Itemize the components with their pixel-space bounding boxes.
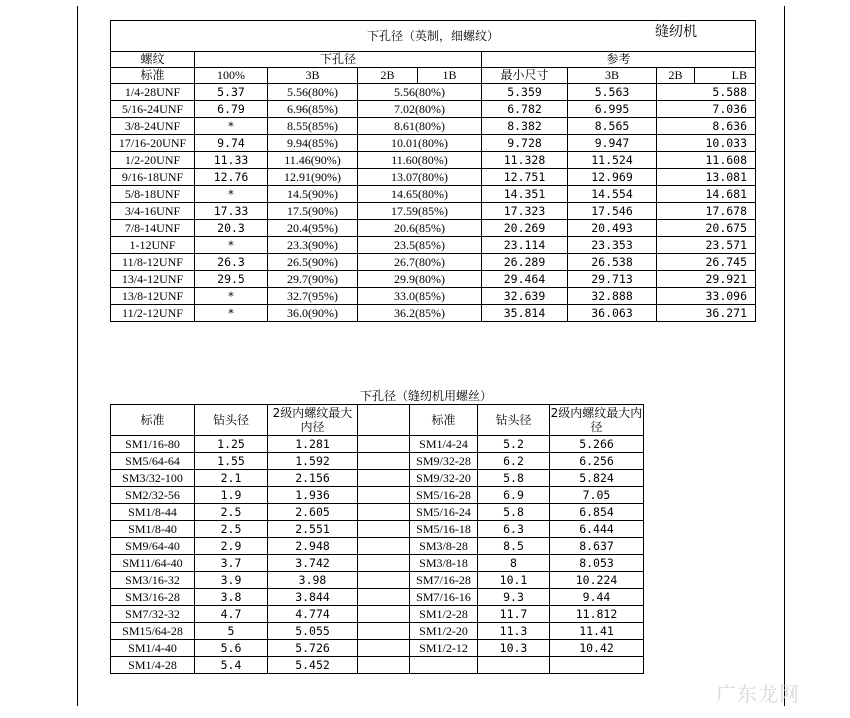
- hole-100-cell: 9.74: [195, 135, 268, 152]
- table1-subheader: LB: [695, 68, 756, 84]
- ref-2b-lb-cell: 29.921: [657, 271, 756, 288]
- spacer-cell: [358, 538, 410, 555]
- max-inner-diameter-cell: 2.156: [268, 470, 358, 487]
- hole-100-cell: *: [195, 237, 268, 254]
- hole-3b-cell: 23.3(90%): [268, 237, 358, 254]
- ref-2b-lb-cell: 20.675: [657, 220, 756, 237]
- hole-2b-1b-cell: 8.61(80%): [358, 118, 482, 135]
- ref-3b-cell: 9.947: [568, 135, 657, 152]
- ref-min-size-cell: 26.289: [482, 254, 568, 271]
- thread-spec-cell: 1/4-28UNF: [111, 84, 195, 101]
- hole-2b-1b-cell: 13.07(80%): [358, 169, 482, 186]
- max-inner-diameter-cell: 5.055: [268, 623, 358, 640]
- ref-2b-lb-cell: 17.678: [657, 203, 756, 220]
- thread-spec-cell: 13/8-12UNF: [111, 288, 195, 305]
- drill-diameter-cell: 5.8: [478, 470, 550, 487]
- table1-side-title: 缝纫机: [655, 24, 698, 40]
- screw-spec-cell: SM7/16-16: [410, 589, 478, 606]
- ref-2b-lb-cell: 8.636: [657, 118, 756, 135]
- spacer-cell: [358, 623, 410, 640]
- hole-2b-1b-cell: 33.0(85%): [358, 288, 482, 305]
- drill-diameter-cell: 1.25: [195, 436, 268, 453]
- screw-spec-cell: SM9/32-20: [410, 470, 478, 487]
- table2-header: 标准: [111, 405, 195, 436]
- table1-subheader: 100%: [195, 68, 268, 84]
- hole-3b-cell: 11.46(90%): [268, 152, 358, 169]
- hole-100-cell: *: [195, 186, 268, 203]
- header-reference: 参考: [482, 52, 756, 68]
- hole-100-cell: 5.37: [195, 84, 268, 101]
- screw-spec-cell: SM3/16-28: [111, 589, 195, 606]
- screw-spec-cell: SM1/8-40: [111, 521, 195, 538]
- table-row: [111, 237, 756, 254]
- hole-100-cell: *: [195, 288, 268, 305]
- hole-2b-1b-cell: 29.9(80%): [358, 271, 482, 288]
- ref-2b-lb-cell: 26.745: [657, 254, 756, 271]
- hole-3b-cell: 20.4(95%): [268, 220, 358, 237]
- hole-2b-1b-cell: 23.5(85%): [358, 237, 482, 254]
- drill-diameter-cell: 2.9: [195, 538, 268, 555]
- table2-header: [358, 405, 410, 436]
- thread-spec-cell: 5/8-18UNF: [111, 186, 195, 203]
- hole-100-cell: 20.3: [195, 220, 268, 237]
- drill-diameter-cell: 5.8: [478, 504, 550, 521]
- table-row: [111, 657, 644, 674]
- screw-spec-cell: SM1/8-44: [111, 504, 195, 521]
- screw-spec-cell: SM1/4-28: [111, 657, 195, 674]
- ref-2b-lb-cell: 11.608: [657, 152, 756, 169]
- ref-2b-lb-cell: 14.681: [657, 186, 756, 203]
- hole-2b-1b-cell: 36.2(85%): [358, 305, 482, 322]
- hole-3b-cell: 17.5(90%): [268, 203, 358, 220]
- hole-3b-cell: 14.5(90%): [268, 186, 358, 203]
- screw-spec-cell: SM15/64-28: [111, 623, 195, 640]
- ref-min-size-cell: 35.814: [482, 305, 568, 322]
- drill-diameter-cell: 5.4: [195, 657, 268, 674]
- screw-spec-cell: SM5/16-28: [410, 487, 478, 504]
- spacer-cell: [358, 504, 410, 521]
- drill-diameter-cell: 6.2: [478, 453, 550, 470]
- max-inner-diameter-cell: 7.05: [550, 487, 644, 504]
- table-row: [111, 288, 756, 305]
- table-row: [111, 84, 756, 101]
- ref-3b-cell: 8.565: [568, 118, 657, 135]
- header-hole-diameter: 下孔径: [195, 52, 482, 68]
- screw-spec-cell: SM11/64-40: [111, 555, 195, 572]
- ref-2b-lb-cell: 7.036: [657, 101, 756, 118]
- screw-spec-cell: SM9/32-28: [410, 453, 478, 470]
- ref-min-size-cell: 6.782: [482, 101, 568, 118]
- hole-100-cell: 17.33: [195, 203, 268, 220]
- screw-spec-cell: SM3/8-18: [410, 555, 478, 572]
- hole-100-cell: 26.3: [195, 254, 268, 271]
- ref-2b-lb-cell: 23.571: [657, 237, 756, 254]
- table1-subheader: 3B: [568, 68, 657, 84]
- drill-diameter-cell: 6.3: [478, 521, 550, 538]
- drill-diameter-cell: 1.55: [195, 453, 268, 470]
- hole-3b-cell: 5.56(80%): [268, 84, 358, 101]
- hole-3b-cell: 8.55(85%): [268, 118, 358, 135]
- ref-min-size-cell: 12.751: [482, 169, 568, 186]
- table1-subheader: 3B: [268, 68, 358, 84]
- screw-spec-cell: [410, 657, 478, 674]
- ref-min-size-cell: 29.464: [482, 271, 568, 288]
- max-inner-diameter-cell: 11.812: [550, 606, 644, 623]
- table-row: [111, 572, 644, 589]
- drill-diameter-cell: 3.7: [195, 555, 268, 572]
- table1-subheader: 1B: [418, 68, 482, 84]
- hole-3b-cell: 6.96(85%): [268, 101, 358, 118]
- max-inner-diameter-cell: 10.42: [550, 640, 644, 657]
- thread-hole-table-fine: [110, 20, 756, 322]
- ref-min-size-cell: 20.269: [482, 220, 568, 237]
- table-row: [111, 521, 644, 538]
- ref-2b-lb-cell: 13.081: [657, 169, 756, 186]
- hole-3b-cell: 29.7(90%): [268, 271, 358, 288]
- drill-diameter-cell: 4.7: [195, 606, 268, 623]
- table-row: [111, 152, 756, 169]
- ref-2b-lb-cell: 5.588: [657, 84, 756, 101]
- table-row: [111, 538, 644, 555]
- ref-2b-lb-cell: 33.096: [657, 288, 756, 305]
- max-inner-diameter-cell: 10.224: [550, 572, 644, 589]
- ref-min-size-cell: 14.351: [482, 186, 568, 203]
- max-inner-diameter-cell: 5.452: [268, 657, 358, 674]
- thread-spec-cell: 11/8-12UNF: [111, 254, 195, 271]
- max-inner-diameter-cell: 5.726: [268, 640, 358, 657]
- table2-header: 钻头径: [195, 405, 268, 436]
- ref-3b-cell: 36.063: [568, 305, 657, 322]
- spacer-cell: [358, 453, 410, 470]
- spacer-cell: [358, 487, 410, 504]
- max-inner-diameter-cell: 3.98: [268, 572, 358, 589]
- max-inner-diameter-cell: 8.053: [550, 555, 644, 572]
- ref-3b-cell: 17.546: [568, 203, 657, 220]
- screw-spec-cell: SM5/64-64: [111, 453, 195, 470]
- ref-2b-lb-cell: 36.271: [657, 305, 756, 322]
- drill-diameter-cell: 2.1: [195, 470, 268, 487]
- sewing-machine-screw-table: [110, 404, 644, 674]
- max-inner-diameter-cell: 5.824: [550, 470, 644, 487]
- drill-diameter-cell: 11.7: [478, 606, 550, 623]
- thread-spec-cell: 9/16-18UNF: [111, 169, 195, 186]
- drill-diameter-cell: 3.8: [195, 589, 268, 606]
- drill-diameter-cell: 2.5: [195, 521, 268, 538]
- ref-3b-cell: 11.524: [568, 152, 657, 169]
- hole-2b-1b-cell: 7.02(80%): [358, 101, 482, 118]
- drill-diameter-cell: 3.9: [195, 572, 268, 589]
- hole-2b-1b-cell: 10.01(80%): [358, 135, 482, 152]
- thread-spec-cell: 1-12UNF: [111, 237, 195, 254]
- ref-2b-lb-cell: 10.033: [657, 135, 756, 152]
- table2-header: 钻头径: [478, 405, 550, 436]
- drill-diameter-cell: 5.6: [195, 640, 268, 657]
- max-inner-diameter-cell: 11.41: [550, 623, 644, 640]
- max-inner-diameter-cell: 6.256: [550, 453, 644, 470]
- thread-spec-cell: 13/4-12UNF: [111, 271, 195, 288]
- drill-diameter-cell: 8.5: [478, 538, 550, 555]
- table-row: [111, 453, 644, 470]
- ref-min-size-cell: 8.382: [482, 118, 568, 135]
- table2-header: 标准: [410, 405, 478, 436]
- hole-2b-1b-cell: 20.6(85%): [358, 220, 482, 237]
- thread-spec-cell: 5/16-24UNF: [111, 101, 195, 118]
- max-inner-diameter-cell: 1.936: [268, 487, 358, 504]
- table-row: [111, 220, 756, 237]
- screw-spec-cell: SM1/16-80: [111, 436, 195, 453]
- screw-spec-cell: SM7/32-32: [111, 606, 195, 623]
- drill-diameter-cell: 11.3: [478, 623, 550, 640]
- hole-100-cell: *: [195, 305, 268, 322]
- hole-3b-cell: 26.5(90%): [268, 254, 358, 271]
- thread-spec-cell: 3/4-16UNF: [111, 203, 195, 220]
- screw-spec-cell: SM9/64-40: [111, 538, 195, 555]
- ref-3b-cell: 5.563: [568, 84, 657, 101]
- thread-spec-cell: 7/8-14UNF: [111, 220, 195, 237]
- drill-diameter-cell: 2.5: [195, 504, 268, 521]
- max-inner-diameter-cell: 3.844: [268, 589, 358, 606]
- screw-spec-cell: SM1/2-20: [410, 623, 478, 640]
- table-row: [111, 118, 756, 135]
- screw-spec-cell: SM1/4-24: [410, 436, 478, 453]
- max-inner-diameter-cell: 9.44: [550, 589, 644, 606]
- hole-3b-cell: 32.7(95%): [268, 288, 358, 305]
- hole-2b-1b-cell: 17.59(85%): [358, 203, 482, 220]
- table-row: [111, 305, 756, 322]
- hole-100-cell: 11.33: [195, 152, 268, 169]
- ref-3b-cell: 29.713: [568, 271, 657, 288]
- hole-100-cell: 6.79: [195, 101, 268, 118]
- table2-header: 2级内螺纹最大内径: [268, 405, 358, 436]
- screw-spec-cell: SM1/2-12: [410, 640, 478, 657]
- table1-subheader: 标准: [111, 68, 195, 84]
- thread-spec-cell: 17/16-20UNF: [111, 135, 195, 152]
- drill-diameter-cell: 1.9: [195, 487, 268, 504]
- table2-title: 下孔径（缝纫机用螺丝）: [360, 389, 493, 403]
- max-inner-diameter-cell: 6.444: [550, 521, 644, 538]
- ref-min-size-cell: 32.639: [482, 288, 568, 305]
- max-inner-diameter-cell: 2.551: [268, 521, 358, 538]
- drill-diameter-cell: [478, 657, 550, 674]
- ref-min-size-cell: 17.323: [482, 203, 568, 220]
- max-inner-diameter-cell: 3.742: [268, 555, 358, 572]
- table-row: [111, 589, 644, 606]
- table-row: [111, 186, 756, 203]
- ref-3b-cell: 6.995: [568, 101, 657, 118]
- max-inner-diameter-cell: 1.281: [268, 436, 358, 453]
- drill-diameter-cell: 6.9: [478, 487, 550, 504]
- hole-2b-1b-cell: 26.7(80%): [358, 254, 482, 271]
- table-row: [111, 436, 644, 453]
- ref-3b-cell: 20.493: [568, 220, 657, 237]
- ref-min-size-cell: 23.114: [482, 237, 568, 254]
- table-row: [111, 135, 756, 152]
- hole-3b-cell: 9.94(85%): [268, 135, 358, 152]
- header-thread: 螺纹: [111, 52, 195, 68]
- max-inner-diameter-cell: 2.948: [268, 538, 358, 555]
- screw-spec-cell: SM1/2-28: [410, 606, 478, 623]
- drill-diameter-cell: 9.3: [478, 589, 550, 606]
- ref-3b-cell: 14.554: [568, 186, 657, 203]
- thread-spec-cell: 1/2-20UNF: [111, 152, 195, 169]
- max-inner-diameter-cell: 1.592: [268, 453, 358, 470]
- table-row: [111, 271, 756, 288]
- screw-spec-cell: SM3/32-100: [111, 470, 195, 487]
- table2-header: 2级内螺纹最大内径: [550, 406, 643, 434]
- table1-subheader: 2B: [657, 68, 695, 84]
- max-inner-diameter-cell: [550, 657, 644, 674]
- screw-spec-cell: SM5/16-24: [410, 504, 478, 521]
- ref-min-size-cell: 5.359: [482, 84, 568, 101]
- spacer-cell: [358, 640, 410, 657]
- table-row: [111, 169, 756, 186]
- drill-diameter-cell: 10.1: [478, 572, 550, 589]
- table-row: [111, 101, 756, 118]
- hole-2b-1b-cell: 11.60(80%): [358, 152, 482, 169]
- screw-spec-cell: SM5/16-18: [410, 521, 478, 538]
- watermark-logo: 广东龙网: [716, 682, 800, 706]
- ref-3b-cell: 23.353: [568, 237, 657, 254]
- spacer-cell: [358, 572, 410, 589]
- ref-min-size-cell: 9.728: [482, 135, 568, 152]
- thread-spec-cell: 11/2-12UNF: [111, 305, 195, 322]
- spacer-cell: [358, 470, 410, 487]
- ref-3b-cell: 12.969: [568, 169, 657, 186]
- hole-3b-cell: 12.91(90%): [268, 169, 358, 186]
- max-inner-diameter-cell: 8.637: [550, 538, 644, 555]
- ref-min-size-cell: 11.328: [482, 152, 568, 169]
- hole-100-cell: *: [195, 118, 268, 135]
- spacer-cell: [358, 521, 410, 538]
- hole-3b-cell: 36.0(90%): [268, 305, 358, 322]
- screw-spec-cell: SM7/16-28: [410, 572, 478, 589]
- table-row: [111, 470, 644, 487]
- max-inner-diameter-cell: 4.774: [268, 606, 358, 623]
- table-row: [111, 623, 644, 640]
- table1-title: 下孔径（英制，细螺纹）: [367, 29, 500, 43]
- table1-subheader: 2B: [358, 68, 418, 84]
- table-row: [111, 555, 644, 572]
- max-inner-diameter-cell: 2.605: [268, 504, 358, 521]
- hole-2b-1b-cell: 14.65(80%): [358, 186, 482, 203]
- hole-100-cell: 29.5: [195, 271, 268, 288]
- drill-diameter-cell: 5: [195, 623, 268, 640]
- drill-diameter-cell: 5.2: [478, 436, 550, 453]
- table-row: [111, 504, 644, 521]
- table1-title-cell: [111, 21, 756, 52]
- screw-spec-cell: SM1/4-40: [111, 640, 195, 657]
- table-row: [111, 203, 756, 220]
- spacer-cell: [358, 606, 410, 623]
- max-inner-diameter-cell: 5.266: [550, 436, 644, 453]
- drill-diameter-cell: 8: [478, 555, 550, 572]
- spacer-cell: [358, 589, 410, 606]
- screw-spec-cell: SM2/32-56: [111, 487, 195, 504]
- table-row: [111, 640, 644, 657]
- hole-2b-1b-cell: 5.56(80%): [358, 84, 482, 101]
- table1-subheader: 最小尺寸: [482, 68, 568, 84]
- spacer-cell: [358, 555, 410, 572]
- table-row: [111, 606, 644, 623]
- hole-100-cell: 12.76: [195, 169, 268, 186]
- thread-spec-cell: 3/8-24UNF: [111, 118, 195, 135]
- screw-spec-cell: SM3/16-32: [111, 572, 195, 589]
- screw-spec-cell: SM3/8-28: [410, 538, 478, 555]
- max-inner-diameter-cell: 6.854: [550, 504, 644, 521]
- ref-3b-cell: 32.888: [568, 288, 657, 305]
- drill-diameter-cell: 10.3: [478, 640, 550, 657]
- spacer-cell: [358, 657, 410, 674]
- ref-3b-cell: 26.538: [568, 254, 657, 271]
- spacer-cell: [358, 436, 410, 453]
- table-row: [111, 254, 756, 271]
- table-row: [111, 487, 644, 504]
